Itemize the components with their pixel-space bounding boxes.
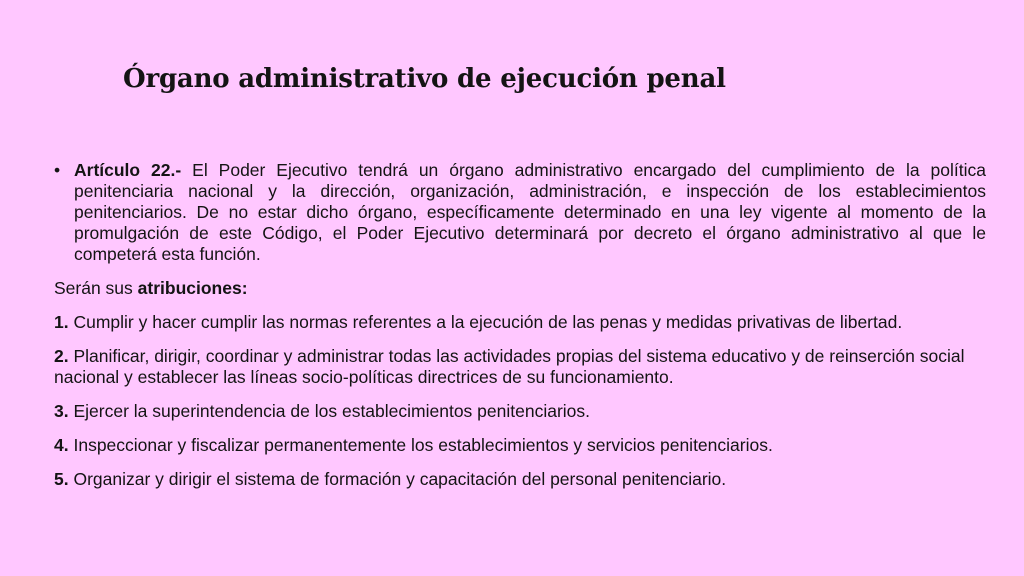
item-number: 1. xyxy=(54,312,69,332)
article-label: Artículo 22.- xyxy=(74,160,182,180)
list-item xyxy=(54,401,986,422)
item-text: Cumplir y hacer cumplir las normas referentes a la ejecución de las penas y medidas privativas de libertad. xyxy=(68,312,903,332)
article-text xyxy=(74,160,986,265)
item-number: 4. xyxy=(54,435,69,455)
intro-prefix: Serán sus xyxy=(54,278,138,298)
item-text: Ejercer la superintendencia de los establecimientos penitenciarios. xyxy=(68,401,591,421)
item-number: 3. xyxy=(54,401,69,421)
bullet-icon: • xyxy=(54,160,61,180)
slide-title: Órgano administrativo de ejecución penal xyxy=(123,64,726,94)
article-body: El Poder Ejecutivo tendrá un órgano administrativo encargado del cumplimiento de la política penitenciaria nacional y la dirección, organización, administración, e inspección de los establecimientos penitenciarios. De no estar dicho órgano, específicamente determinado en una ley vigente al momento de la promulgación de este Código, el Poder Ejecutivo determinará por decreto el órgano administrativo al que le competerá esta función. xyxy=(74,160,986,264)
article-paragraph xyxy=(54,160,986,265)
list-item xyxy=(54,346,986,388)
item-text: Inspeccionar y fiscalizar permanentemente los establecimientos y servicios penitenciarios. xyxy=(68,435,773,455)
list-item xyxy=(54,312,986,333)
item-text: Organizar y dirigir el sistema de formación y capacitación del personal penitenciario. xyxy=(68,469,727,489)
slide-body xyxy=(54,160,986,503)
item-text: Planificar, dirigir, coordinar y administrar todas las actividades propias del sistema educativo y de reinserción social nacional y establecer las líneas socio-políticas directrices de su funcionamiento. xyxy=(54,346,965,387)
item-number: 5. xyxy=(54,469,69,489)
intro-bold: atribuciones: xyxy=(137,278,248,298)
attributions-intro xyxy=(54,278,986,299)
list-item xyxy=(54,469,986,490)
list-item xyxy=(54,435,986,456)
item-number: 2. xyxy=(54,346,69,366)
